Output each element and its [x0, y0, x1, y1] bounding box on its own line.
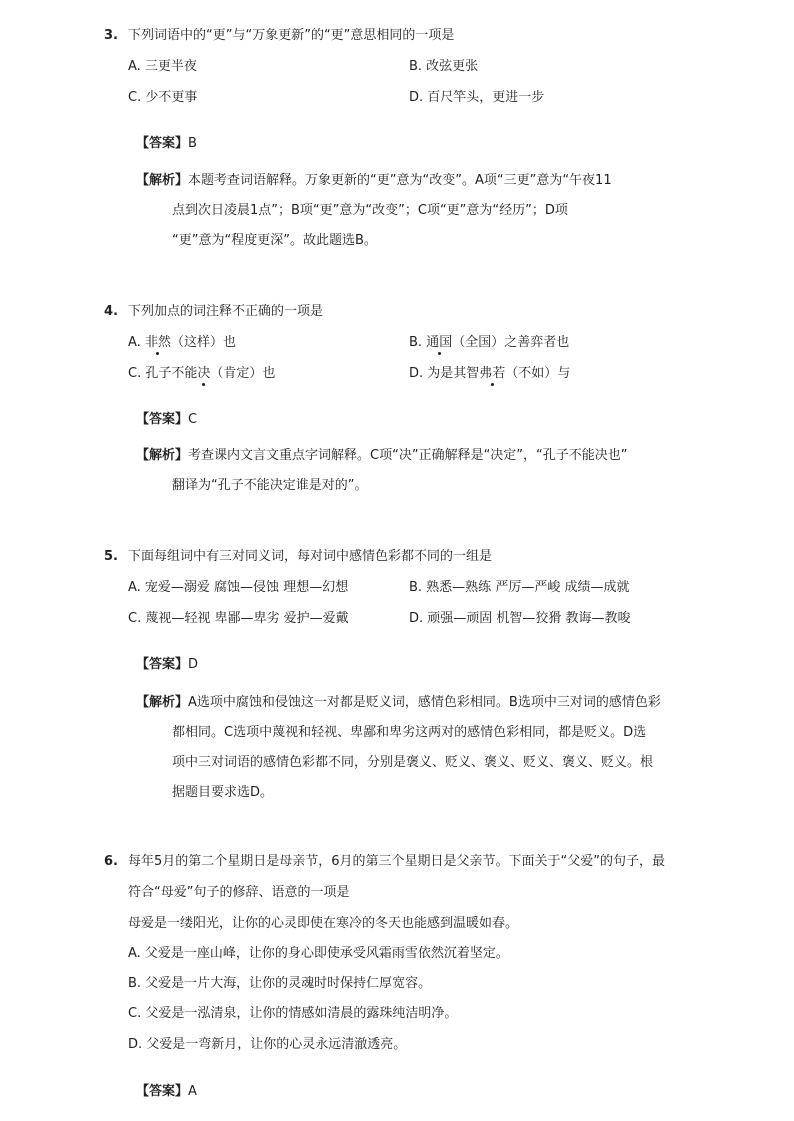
q6-answer-tag: 【答案】 — [136, 1084, 189, 1099]
q4-stem: 下列加点的词注释不正确的一项是 — [128, 304, 324, 319]
q6-stem-line — [104, 850, 665, 869]
q4-option-d: D. 为是其智弗若（不如）与 — [409, 362, 570, 381]
q6-answer — [136, 1080, 197, 1099]
q5-option-a: A. 宠爱—溺爱 腐蚀—侵蚀 理想—幻想 — [128, 580, 349, 595]
q6-stem-line2: 符合“母爱”句子的修辞、语意的一项是 — [128, 885, 350, 900]
q3-number: 3. — [104, 28, 118, 43]
q5-exp-line2: 都相同。C选项中蔑视和轻视、卑鄙和卑劣这两对的感情色彩相同，都是贬义。D选 — [172, 725, 647, 740]
q6-number: 6. — [104, 854, 118, 869]
q3-option-d: D. 百尺竿头，更进一步 — [409, 90, 545, 105]
q6-option-d: D. 父爱是一弯新月，让你的心灵永远清澈透亮。 — [128, 1037, 407, 1052]
q3-option-a: A. 三更半夜 — [128, 59, 197, 74]
q5-stem: 下面每组词中有三对同义词，每对词中感情色彩都不同的一组是 — [128, 549, 493, 564]
q4-answer-tag: 【答案】 — [136, 412, 189, 427]
q6-option-b: B. 父爱是一片大海，让你的灵魂时时保持仁厚宽容。 — [128, 976, 432, 991]
q4-exp-line2: 翻译为“孔子不能决定谁是对的”。 — [172, 478, 368, 493]
q6-option-c: C. 父爱是一泓清泉，让你的情感如清晨的露珠纯洁明净。 — [128, 1006, 458, 1021]
q3-stem: 下列词语中的“更”与“万象更新”的“更”意思相同的一项是 — [128, 28, 455, 43]
q3-answer-value: B — [188, 136, 197, 151]
q3-exp-tag: 【解析】 — [136, 173, 189, 188]
q3-stem-line — [104, 24, 454, 43]
q4-a-dotted: 非然 — [145, 331, 171, 350]
q4-option-a: A. 非然（这样）也 — [128, 331, 236, 350]
q6-option-a: A. 父爱是一座山峰，让你的身心即使承受风霜雨雪依然沉着坚定。 — [128, 946, 509, 961]
q5-option-c: C. 蔑视—轻视 卑鄙—卑劣 爱护—爱戴 — [128, 611, 349, 626]
q3-exp-line3: “更”意为“程度更深”。故此题选B。 — [172, 233, 377, 248]
q6-stem-line1: 每年5月的第二个星期日是母亲节，6月的第三个星期日是父亲节。下面关于“父爱”的句子，最 — [128, 854, 666, 869]
q5-answer — [136, 653, 198, 672]
q4-exp-tag: 【解析】 — [136, 448, 189, 463]
q5-answer-tag: 【答案】 — [136, 657, 189, 672]
q4-option-c: C. 孔子不能决（肯定）也 — [128, 362, 275, 381]
q5-option-b: B. 熟悉—熟练 严厉—严峻 成绩—成就 — [409, 580, 630, 595]
q5-answer-value: D — [188, 657, 199, 672]
q3-option-c: C. 少不更事 — [128, 90, 198, 105]
q4-option-b: B. 通国（全国）之善弈者也 — [409, 331, 569, 350]
q6-answer-value: A — [188, 1084, 197, 1099]
q3-answer — [136, 132, 197, 151]
q3-answer-tag: 【答案】 — [136, 136, 189, 151]
q5-exp-line1: A选项中腐蚀和侵蚀这一对都是贬义词，感情色彩相同。B选项中三对词的感情色彩 — [188, 695, 661, 710]
q5-option-d: D. 顽强—顽固 机智—狡猾 教诲—教唆 — [409, 611, 631, 626]
q4-d-dotted: 弗若 — [479, 362, 505, 381]
q4-c-dotted: 决 — [197, 362, 210, 381]
q4-answer-value: C — [188, 412, 198, 427]
q4-number: 4. — [104, 304, 118, 319]
q4-stem-line — [104, 300, 323, 319]
q4-answer — [136, 408, 197, 427]
q4-exp-line1: 考查课内文言文重点字词解释。C项“决”正确解释是“决定”，“孔子不能决也” — [188, 448, 628, 463]
q5-exp-line3: 项中三对词语的感情色彩都不同，分别是褒义、贬义、褒义、贬义、褒义、贬义。根 — [172, 755, 654, 770]
q5-number: 5. — [104, 549, 118, 564]
q3-option-b: B. 改弦更张 — [409, 59, 479, 74]
q5-exp-tag: 【解析】 — [136, 695, 189, 710]
q3-exp-line1: 本题考查词语解释。万象更新的“更”意为“改变”。A项“三更”意为“午夜11 — [188, 173, 612, 188]
q3-exp-line2: 点到次日凌晨1点”；B项“更”意为“改变”；C项“更”意为“经历”；D项 — [172, 203, 568, 218]
q5-stem-line — [104, 545, 492, 564]
q5-exp-line4: 据题目要求选D。 — [172, 785, 274, 800]
q4-b-dotted: 通国 — [426, 331, 452, 350]
q6-given-sentence: 母爱是一缕阳光，让你的心灵即使在寒冷的冬天也能感到温暖如春。 — [128, 916, 519, 931]
